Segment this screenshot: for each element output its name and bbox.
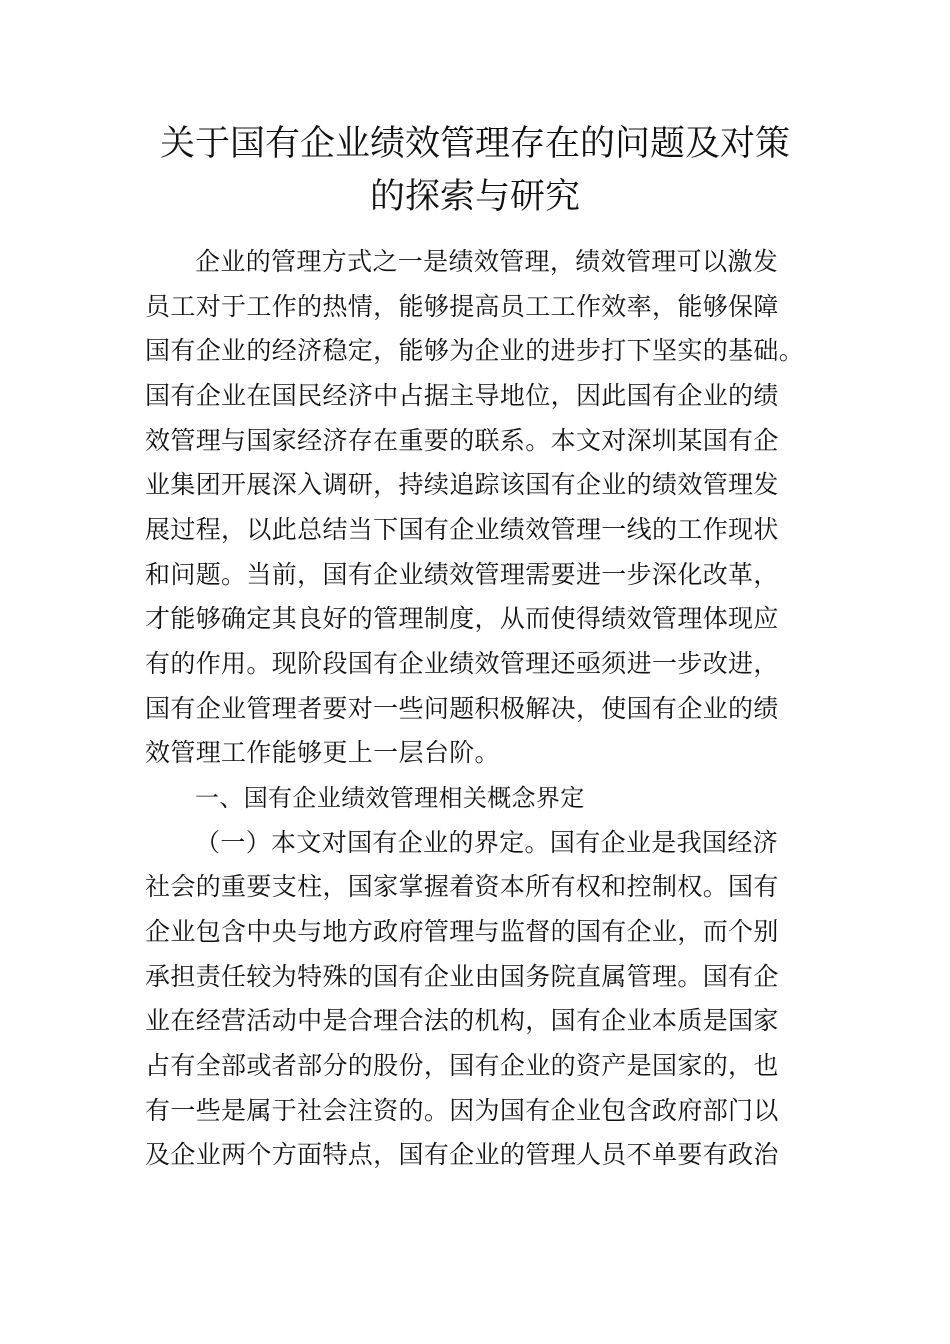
paragraph-2-line-5: 业在经营活动中是合理合法的机构，国有企业本质是国家 [145,1006,779,1035]
paragraph-1-line-5: 效管理与国家经济存在重要的联系。本文对深圳某国有企 [145,426,779,455]
paragraph-1-line-11: 国有企业管理者要对一些问题积极解决，使国有企业的绩 [145,694,779,723]
document-title [110,118,840,224]
paragraph-1-line-3: 国有企业的经济稳定，能够为企业的进步打下坚实的基础。 [145,336,805,365]
paragraph-1-line-12: 效管理工作能够更上一层台阶。 [145,738,500,767]
title-line-1: 关于国有企业绩效管理存在的问题及对策 [159,124,790,164]
paragraph-1-line-10: 有的作用。现阶段国有企业绩效管理还亟须进一步改进， [145,649,779,678]
paragraph-2-line-4: 承担责任较为特殊的国有企业由国务院直属管理。国有企 [145,962,779,991]
paragraph-1-line-7: 展过程，以此总结当下国有企业绩效管理一线的工作现状 [145,515,779,544]
paragraph-2-line-3: 企业包含中央与地方政府管理与监督的国有企业，而个别 [145,917,779,946]
paragraph-1-line-9: 才能够确定其良好的管理制度，从而使得绩效管理体现应 [145,604,779,633]
paragraph-2-line-7: 有一些是属于社会注资的。因为国有企业包含政府部门以 [145,1096,779,1125]
paragraph-1-line-2: 员工对于工作的热情，能够提高员工工作效率，能够保障 [145,292,779,321]
paragraph-2-line-8: 及企业两个方面特点，国有企业的管理人员不单要有政治 [145,1140,779,1169]
paragraph-2-line-6: 占有全部或者部分的股份，国有企业的资产是国家的，也 [145,1051,779,1080]
title-line-2: 的探索与研究 [369,177,580,217]
paragraph-2-line-1: （一）本文对国有企业的界定。国有企业是我国经济 [195,828,779,857]
paragraph-1-line-6: 业集团开展深入调研，持续追踪该国有企业的绩效管理发 [145,470,779,499]
paragraph-2-line-2: 社会的重要支柱，国家掌握着资本所有权和控制权。国有 [145,872,779,901]
paragraph-1-line-4: 国有企业在国民经济中占据主导地位，因此国有企业的绩 [145,381,779,410]
section-heading-1: 一、国有企业绩效管理相关概念界定 [195,784,585,812]
paragraph-1-line-1: 企业的管理方式之一是绩效管理，绩效管理可以激发 [195,247,779,276]
paragraph-1-line-8: 和问题。当前，国有企业绩效管理需要进一步深化改革， [145,560,779,589]
